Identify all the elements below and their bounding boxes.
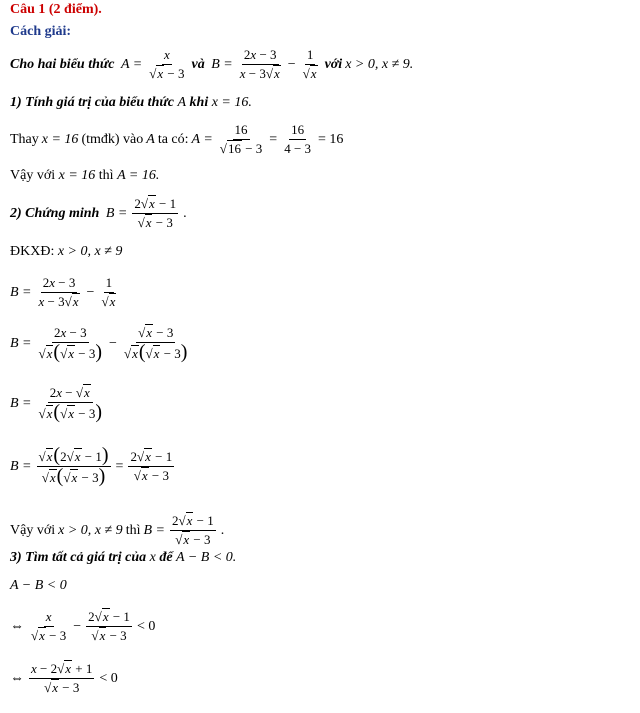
- part2-step3: B = $\frac{2x - √x}{√x(√x - 3)}$: [10, 385, 103, 423]
- given-cond: x > 0, x ≠ 9.: [345, 56, 414, 72]
- part2-step2: B = $\frac{2x - 3}{√x(√x - 3)}$ − $\frac{√x - 3}{√x(√x - 3)}$: [10, 325, 188, 363]
- method-label: Cách giải:: [10, 24, 72, 39]
- part1-substitution: Thay x = 16 (tmđk) vào A ta có: A = $\frac{16}{√16 - 3}$ = $\frac{16}{4 - 3}$ = 16: [10, 122, 344, 156]
- given-with: với: [324, 56, 343, 72]
- part2-step1: B = $\frac{2x - 3}{x - 3√x}$ − $\frac{1}{√x}$: [10, 275, 116, 309]
- part2-conclusion: Vậy với x > 0, x ≠ 9 thì B = $\frac{2√x - 1}{√x - 3}$ .: [10, 513, 225, 547]
- part3-line1: A − B < 0: [10, 578, 67, 593]
- given-prefix: Cho hai biểu thức: [10, 56, 115, 72]
- part3-line3: ⇔ $\frac{x - 2√x + 1}{√x - 3}$ < 0: [10, 661, 118, 695]
- given-and: và: [191, 56, 205, 72]
- part2-step4: B = $\frac{√x(2√x - 1)}{√x(√x - 3)}$ = $\frac{2√x - 1}{√x - 3}$: [10, 444, 173, 487]
- part1-conclusion: Vậy với x = 16 thì A = 16.: [10, 168, 160, 183]
- part2-title: 2) Chứng minh B = $\frac{2√x - 1}{√x - 3}$ .: [10, 196, 187, 230]
- given-line: Cho hai biểu thức A = $\frac{x}{√x - 3}$ và B = $\frac{2x - 3}{x - 3√x}$ − $\frac{1}{√x}$ với x > 0, x ≠ 9.: [10, 47, 414, 81]
- question-heading: Câu 1 (2 điểm).: [10, 2, 102, 17]
- part1-title: 1) Tính giá trị của biểu thức A khi x = 16.: [10, 95, 252, 110]
- part2-dkxd: ĐKXĐ: x > 0, x ≠ 9: [10, 244, 123, 259]
- part3-line2: ⇔ $\frac{x}{√x - 3}$ − $\frac{2√x - 1}{√x - 3}$ < 0: [10, 609, 156, 643]
- part3-title: 3) Tìm tất cả giá trị của x để A − B < 0.: [10, 550, 237, 565]
